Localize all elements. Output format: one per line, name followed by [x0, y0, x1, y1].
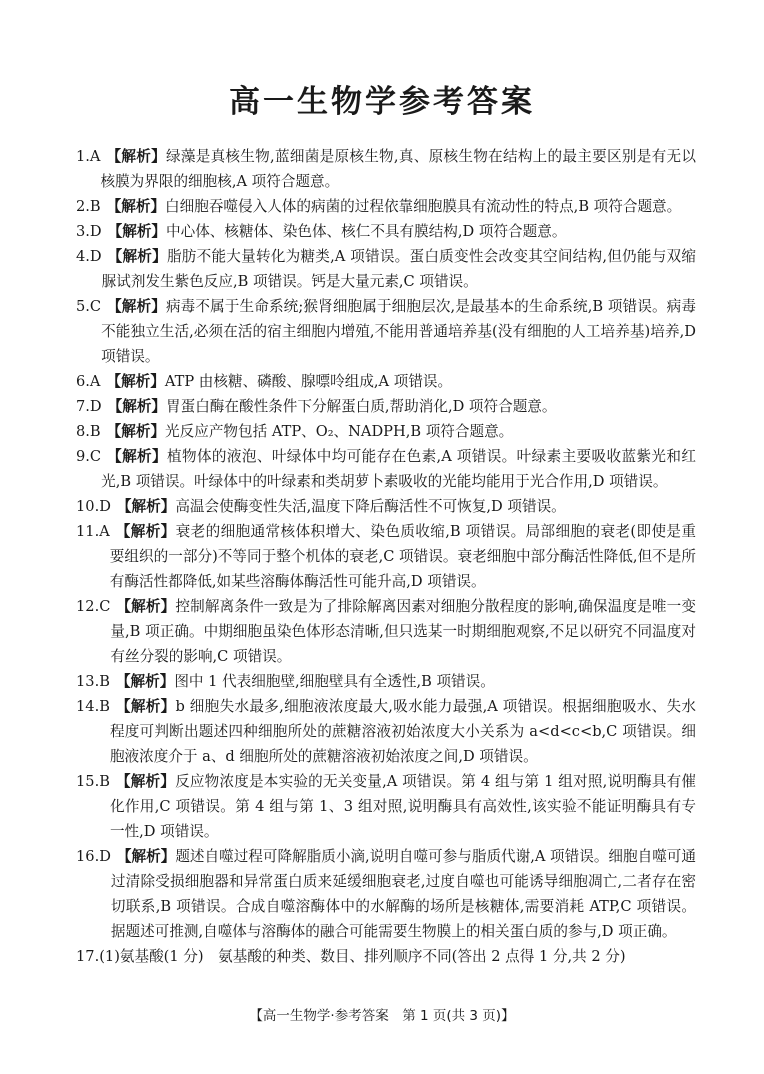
- analysis-tag: 【解析】: [115, 673, 175, 690]
- answer-text: 绿藻是真核生物,蓝细菌是原核生物,真、原核生物在结构上的最主要区别是有无以核膜为界限的细胞核,A 项符合题意。: [100, 148, 696, 190]
- answer-number: 12.C: [76, 598, 111, 615]
- answer-item-1: [76, 144, 696, 194]
- answer-item-8: [76, 419, 696, 444]
- answer-text: 脂肪不能大量转化为糖类,A 项错误。蛋白质变性会改变其空间结构,但仍能与双缩脲试剂发生紫色反应,B 项错误。钙是大量元素,C 项错误。: [101, 248, 696, 290]
- answer-body: [101, 194, 696, 219]
- answer-text: 病毒不属于生命系统;猴肾细胞属于细胞层次,是最基本的生命系统,B 项错误。病毒不能独立生活,必须在活的宿主细胞内增殖,不能用普通培养基(没有细胞的人工培养基)培养,D 项错误。: [101, 298, 696, 365]
- answer-number: 13.B: [76, 673, 110, 690]
- answer-number: 3.D: [76, 223, 102, 240]
- analysis-tag: 【解析】: [115, 698, 176, 715]
- answer-text: 反应物浓度是本实验的无关变量,A 项错误。第 4 组与第 1 组对照,说明酶具有催化作用,C 项错误。第 4 组与第 1、3 组对照,说明酶具有高效性,该实验不能证明酶具有专一性,D 项错误。: [109, 773, 696, 840]
- analysis-tag: 【解析】: [107, 398, 167, 415]
- answer-body: [101, 294, 696, 369]
- analysis-tag: 【解析】: [116, 498, 176, 515]
- answer-body: [102, 394, 696, 419]
- answer-number: 7.D: [76, 398, 102, 415]
- answer-item-2: [76, 194, 696, 219]
- answer-item-6: [76, 369, 696, 394]
- answer-number: 5.C: [76, 298, 102, 315]
- analysis-tag: 【解析】: [106, 423, 166, 440]
- answer-item-12: [76, 594, 696, 669]
- answer-text: 胃蛋白酶在酸性条件下分解蛋白质,帮助消化,D 项符合题意。: [166, 398, 557, 415]
- answer-number: 16.D: [76, 848, 111, 865]
- answer-number: 10.D: [76, 498, 111, 515]
- answer-body: [110, 519, 696, 594]
- answer-body: [110, 669, 696, 694]
- answer-text: ATP 由核糖、磷酸、腺嘌呤组成,A 项错误。: [164, 373, 453, 390]
- answer-item-9: [76, 444, 696, 494]
- answer-item-16: [76, 844, 696, 944]
- page-footer: 【高一生物学·参考答案 第 1 页(共 3 页)】: [249, 1008, 515, 1024]
- answer-body: [100, 369, 696, 394]
- answer-body: [101, 419, 696, 444]
- answer-text: 高温会使酶变性失活,温度下降后酶活性不可恢复,D 项错误。: [175, 498, 566, 515]
- answer-text: 控制解离条件一致是为了排除解离因素对细胞分散程度的影响,确保温度是唯一变量,B 项正确。中期细胞虽染色体形态清晰,但只选某一时期细胞观察,不足以研究不同温度对有丝分裂的影响,C 项错误。: [110, 598, 696, 665]
- answer-item-4: [76, 244, 696, 294]
- answer-number: 4.D: [76, 248, 102, 265]
- page-title: 高一生物学参考答案: [229, 84, 535, 120]
- answer-text: (1)氨基酸(1 分) 氨基酸的种类、数目、排列顺序不同(答出 2 点得 1 分,共 2 分): [99, 948, 626, 965]
- answer-text: 衰老的细胞通常核体积增大、染色质收缩,B 项错误。局部细胞的衰老(即使是重要组织的一部分)不等同于整个机体的衰老,C 项错误。衰老细胞中部分酶活性降低,但不是所有酶活性都降低,如某些溶酶体酶活性可能升高,D 项错误。: [109, 523, 696, 590]
- answer-item-3: [76, 219, 696, 244]
- answer-number: 8.B: [76, 423, 101, 440]
- answer-item-10: [76, 494, 696, 519]
- answer-body: [102, 244, 696, 294]
- answer-body: [110, 594, 696, 669]
- analysis-tag: 【解析】: [107, 248, 167, 265]
- answer-number: 9.C: [76, 448, 102, 465]
- answer-item-11: [76, 519, 696, 594]
- answer-body: [111, 494, 696, 519]
- answer-number: 1.A: [76, 148, 101, 165]
- answer-body: [111, 844, 696, 944]
- answer-body: [110, 694, 696, 769]
- answer-text: 白细胞吞噬侵入人体的病菌的过程依靠细胞膜具有流动性的特点,B 项符合题意。: [165, 198, 682, 215]
- answer-number: 11.A: [76, 523, 110, 540]
- answer-text: b 细胞失水最多,细胞液浓度最大,吸水能力最强,A 项错误。根据细胞吸水、失水程度可判断出题述四种细胞所处的蔗糖溶液初始浓度大小关系为 a<d<c<b,C 项错误。细胞液浓度介于 a、d 细胞所处的蔗糖溶液初始浓度之间,D 项错误。: [109, 698, 696, 765]
- answer-text: 图中 1 代表细胞壁,细胞壁具有全透性,B 项错误。: [174, 673, 495, 690]
- answer-item-13: [76, 669, 696, 694]
- answer-item-14: [76, 694, 696, 769]
- answer-body: [99, 944, 696, 969]
- answer-number: 2.B: [76, 198, 101, 215]
- answer-body: [110, 769, 696, 844]
- answer-text: 光反应产物包括 ATP、O₂、NADPH,B 项符合题意。: [165, 423, 514, 440]
- analysis-tag: 【解析】: [107, 448, 167, 465]
- analysis-tag: 【解析】: [106, 373, 165, 390]
- analysis-tag: 【解析】: [115, 523, 176, 540]
- answer-item-7: [76, 394, 696, 419]
- analysis-tag: 【解析】: [107, 223, 167, 240]
- answer-text: 植物体的液泡、叶绿体中均可能存在色素,A 项错误。叶绿素主要吸收蓝紫光和红光,B 项错误。叶绿体中的叶绿素和类胡萝卜素吸收的光能均能用于光合作用,D 项错误。: [101, 448, 696, 490]
- analysis-tag: 【解析】: [107, 298, 166, 315]
- answer-text: 题述自噬过程可降解脂质小滴,说明自噬可参与脂质代谢,A 项错误。细胞自噬可通过清除受损细胞器和异常蛋白质来延缓细胞衰老,过度自噬也可能诱导细胞凋亡,二者存在密切联系,B 项错误。合成自噬溶酶体中的水解酶的场所是核糖体,需要消耗 ATP,C 项错误。据题述可推测,自噬体与溶酶体的融合可能需要生物膜上的相关蛋白质的参与,D 项正确。: [110, 848, 696, 940]
- analysis-tag: 【解析】: [106, 148, 166, 165]
- answer-number: 6.A: [76, 373, 101, 390]
- answer-number: 17.: [76, 948, 100, 965]
- answer-item-17: [76, 944, 696, 969]
- answer-item-5: [76, 294, 696, 369]
- answer-body: [102, 219, 696, 244]
- analysis-tag: 【解析】: [115, 773, 176, 790]
- analysis-tag: 【解析】: [116, 598, 176, 615]
- answer-number: 15.B: [76, 773, 110, 790]
- answer-number: 14.B: [76, 698, 110, 715]
- answer-body: [101, 444, 696, 494]
- answer-body: [100, 144, 696, 194]
- analysis-tag: 【解析】: [116, 848, 176, 865]
- answer-list: [76, 144, 696, 969]
- answer-item-15: [76, 769, 696, 844]
- answer-text: 中心体、核糖体、染色体、核仁不具有膜结构,D 项符合题意。: [166, 223, 567, 240]
- analysis-tag: 【解析】: [106, 198, 166, 215]
